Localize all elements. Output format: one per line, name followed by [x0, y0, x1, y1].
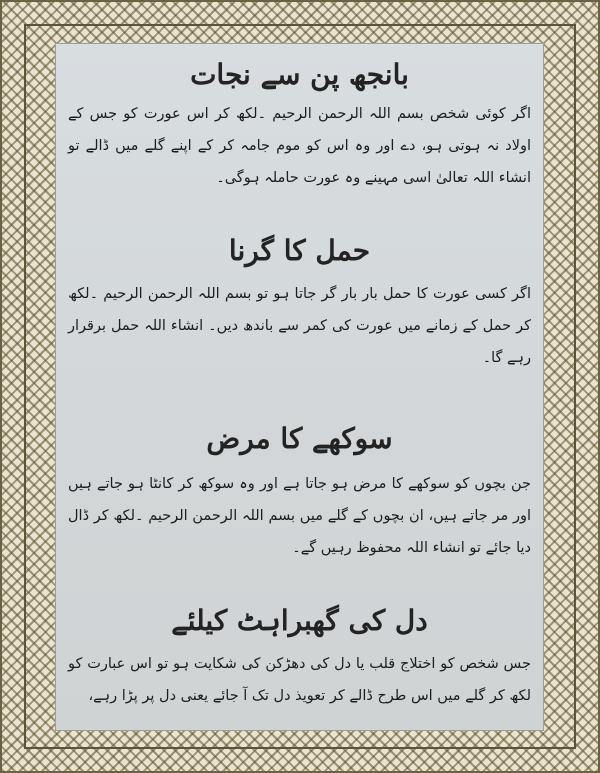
section-miscarriage	[56, 234, 543, 374]
section-wasting-disease	[56, 422, 543, 564]
section-heading: دل کی گھبراہٹ کیلئے	[171, 604, 428, 637]
section-heading: حمل کا گرنا	[228, 234, 371, 267]
section-infertility	[56, 58, 543, 194]
section-heart-palpitation	[56, 604, 543, 712]
section-heading: سوکھے کا مرض	[206, 422, 393, 455]
section-body: جن بچوں کو سوکھے کا مرض ہو جاتا ہے اور وہ سوکھ کر کانٹا ہو جاتے ہیں اور مر جاتے ہیں، ان بچوں کے گلے میں بسم اللہ الرحمن الرحیم ۔لکھ کر ڈال دیا جائے تو انشاء اللہ محفوظ رہیں گے۔	[68, 475, 531, 556]
section-body: جس شخص کو اختلاج قلب یا دل کی دھڑکن کی شکایت ہو تو اس عبارت کو لکھ کر گلے میں اس طرح ڈالے کر تعویذ دل تک آ جائے یعنی دل پر پڑا رہے،	[68, 655, 531, 704]
section-heading: بانجھ پن سے نجات	[190, 58, 409, 91]
section-body: اگر کسی عورت کا حمل بار بار گر جاتا ہو تو بسم اللہ الرحمن الرحیم ۔لکھ کر حمل کے زمانے میں عورت کی کمر سے باندھ دیں۔ انشاء اللہ حمل برقرار رہے گا۔	[68, 285, 531, 366]
document-page	[56, 44, 543, 730]
section-body: اگر کوئی شخص بسم اللہ الرحمن الرحیم ۔لکھ کر اس عورت کو جس کے اولاد نہ ہوتی ہو، دے اور وہ اس کو موم جامہ کر کے اپنے گلے میں ڈالے تو انشاء اللہ تعالیٰ اسی مہینے وہ عورت حاملہ ہوگی۔	[68, 105, 531, 186]
